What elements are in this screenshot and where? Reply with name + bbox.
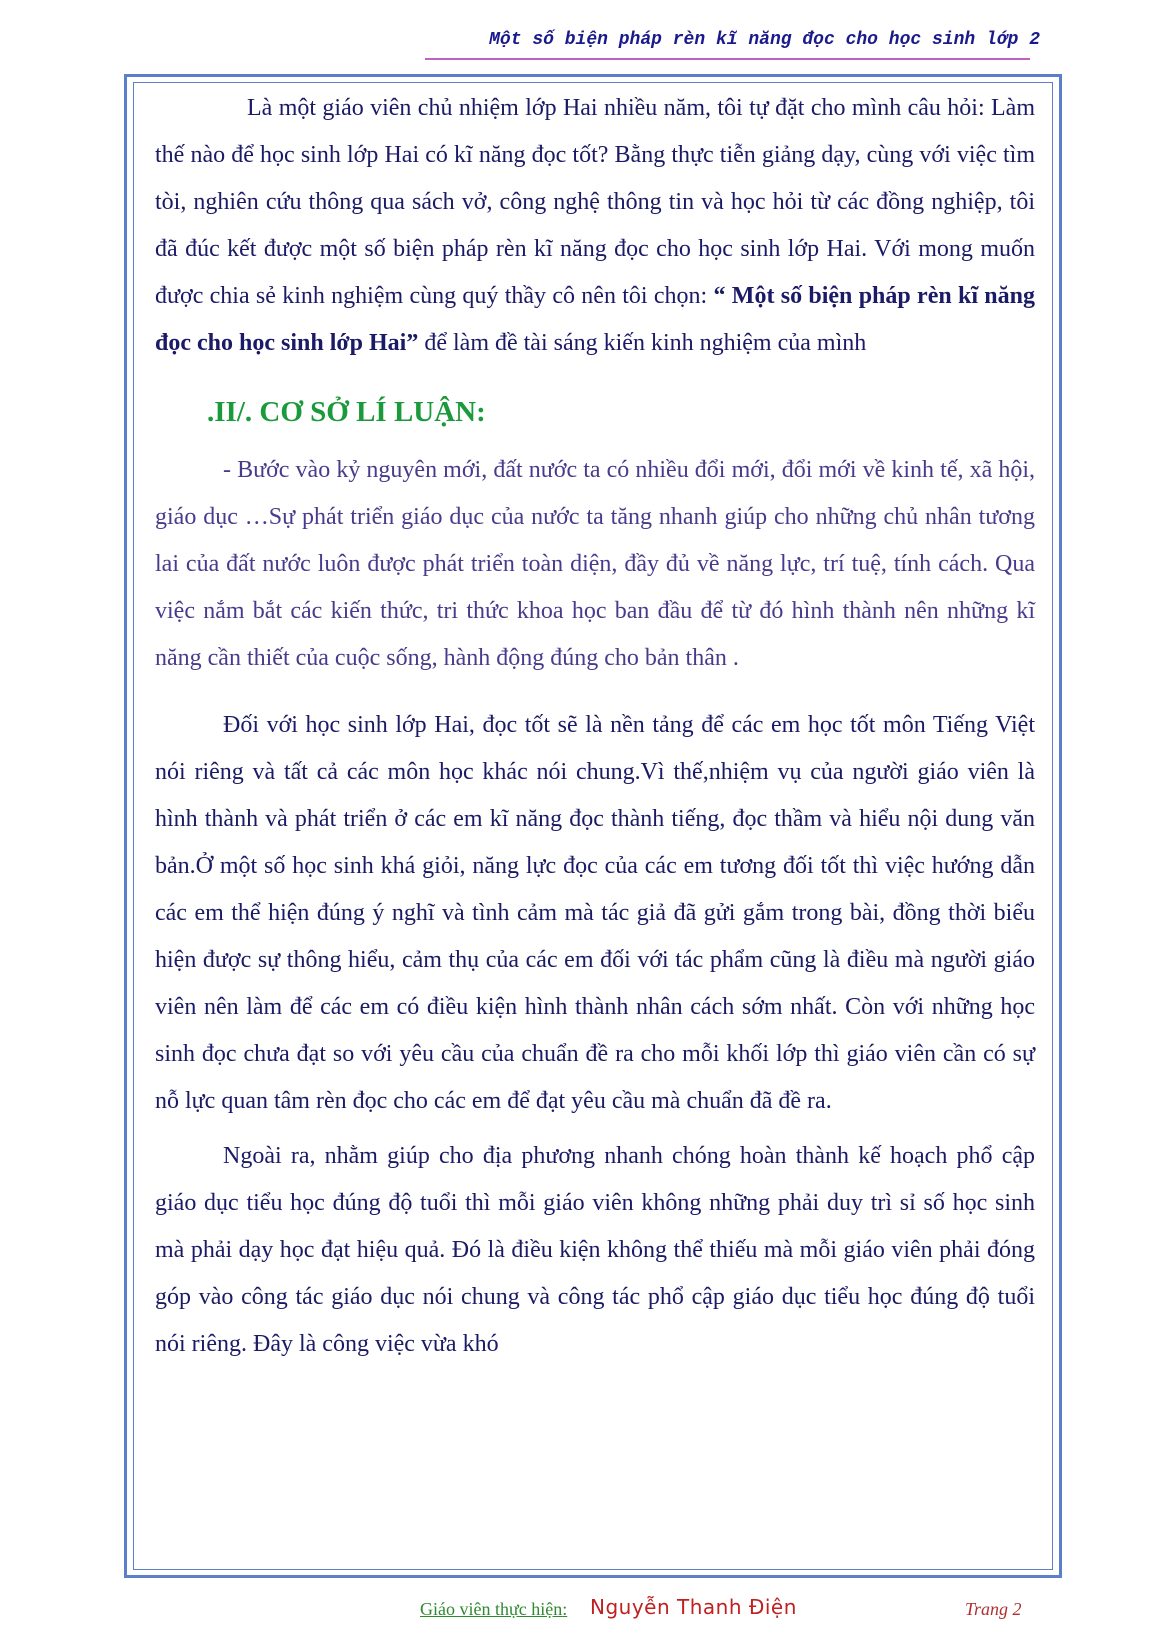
document-body (155, 85, 1035, 1368)
intro-text: Là một giáo viên chủ nhiệm lớp Hai nhiều năm, tôi tự đặt cho mình câu hỏi: Làm thế nào để học sinh lớp Hai có kĩ năng đọc tốt? Bằng thực tiễn giảng dạy, cùng với việc tìm tòi, nghiên cứu thông qua sách vở, công nghệ thông tin và học hỏi từ các đồng nghiệp, tôi đã đúc kết được một số biện pháp rèn kĩ năng đọc cho học sinh lớp Hai. Với mong muốn được chia sẻ kinh nghiệm cùng quý thầy cô nên tôi chọn: (155, 95, 1035, 309)
section-heading: .II/. CƠ SỞ LÍ LUẬN: (207, 396, 486, 428)
body-paragraph-1: - Bước vào kỷ nguyên mới, đất nước ta có nhiều đổi mới, đổi mới về kinh tế, xã hội, giáo dục …Sự phát triển giáo dục của nước ta tăng nhanh giúp cho những chủ nhân tương lai của đất nước luôn được phát triển toàn diện, đầy đủ về năng lực, trí tuệ, tính cách. Qua việc nắm bắt các kiến thức, tri thức khoa học ban đầu để từ đó hình thành nên những kĩ năng cần thiết của cuộc sống, hành động đúng cho bản thân . (155, 457, 1035, 671)
document-header-title: Một số biện pháp rèn kĩ năng đọc cho học sinh lớp 2 (489, 30, 1040, 50)
header-divider (425, 58, 1030, 60)
page-footer (0, 1595, 1158, 1635)
body-paragraph-3: Ngoài ra, nhằm giúp cho địa phương nhanh chóng hoàn thành kế hoạch phổ cập giáo dục tiểu học đúng độ tuổi thì mỗi giáo viên không những phải duy trì sỉ số học sinh mà phải dạy học đạt hiệu quả. Đó là điều kiện không thể thiếu mà mỗi giáo viên phải đóng góp vào công tác giáo dục nói chung và công tác phổ cập giáo dục tiểu học đúng độ tuổi nói riêng. Đây là công việc vừa khó (155, 1143, 1035, 1357)
intro-paragraph (155, 85, 1035, 367)
body-paragraph-2: Đối với học sinh lớp Hai, đọc tốt sẽ là nền tảng để các em học tốt môn Tiếng Việt nói riêng và tất cả các môn học khác nói chung.Vì thế,nhiệm vụ của người giáo viên là hình thành và phát triển ở các em kĩ năng đọc thành tiếng, đọc thầm và hiểu nội dung văn bản.Ở một số học sinh khá giỏi, năng lực đọc của các em tương đối tốt thì việc hướng dẫn các em thể hiện đúng ý nghĩ và tình cảm mà tác giả đã gửi gắm trong bài, đồng thời biểu hiện được sự thông hiểu, cảm thụ của các em đối với tác phẩm cũng là điều mà người giáo viên nên làm để các em có điều kiện hình thành nhân cách sớm nhất. Còn với những học sinh đọc chưa đạt so với yêu cầu của chuẩn đề ra cho mỗi khối lớp thì giáo viên cần có sự nỗ lực quan tâm rèn đọc cho các em để đạt yêu cầu mà chuẩn đã đề ra. (155, 712, 1035, 1114)
footer-teacher-label: Giáo viên thực hiện: (420, 1599, 568, 1619)
intro-tail: để làm đề tài sáng kiến kinh nghiệm của mình (418, 330, 867, 356)
footer-teacher-name: Nguyễn Thanh Điện (590, 1595, 797, 1619)
footer-page-number: Trang 2 (965, 1599, 1022, 1619)
topic-title: “ Một số biện pháp rèn kĩ năng đọc cho học sinh lớp Hai” (155, 283, 1036, 356)
